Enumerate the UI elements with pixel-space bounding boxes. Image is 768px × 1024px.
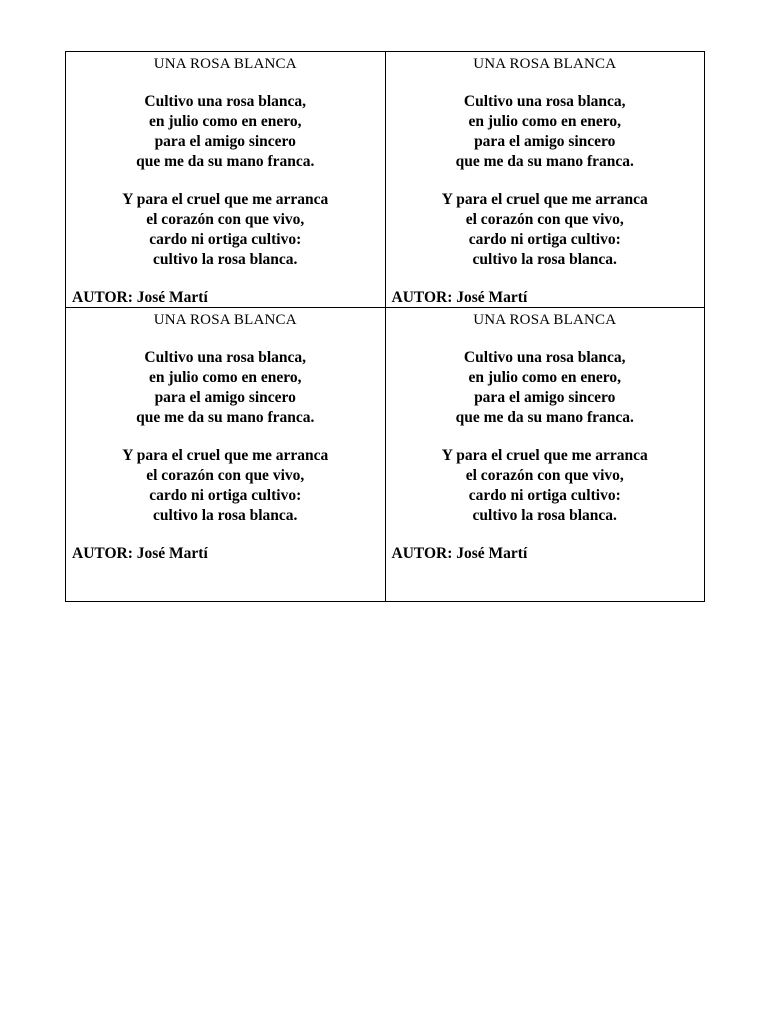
poem-card: [66, 52, 386, 308]
poem-author: AUTOR: José Martí: [391, 545, 528, 562]
poem-verse: el corazón con que vivo,: [465, 467, 624, 484]
poem-verse: cultivo la rosa blanca.: [153, 251, 298, 268]
poem-stanza-2: [386, 446, 705, 526]
poem-title: UNA ROSA BLANCA: [473, 312, 617, 328]
poem-card-grid: [65, 51, 705, 602]
poem-verse: el corazón con que vivo,: [146, 211, 305, 228]
poem-verse: en julio como en enero,: [468, 113, 622, 130]
poem-card: [386, 52, 706, 308]
poem-title: UNA ROSA BLANCA: [153, 312, 297, 328]
poem-stanza-2: [66, 446, 385, 526]
poem-card: [386, 308, 706, 602]
poem-verse: Cultivo una rosa blanca,: [144, 349, 307, 366]
poem-stanza-1: [386, 348, 705, 428]
poem-verse: Cultivo una rosa blanca,: [463, 93, 626, 110]
poem-verse: que me da su mano franca.: [455, 409, 634, 426]
poem-verse: que me da su mano franca.: [136, 153, 315, 170]
poem-stanza-1: [66, 348, 385, 428]
poem-stanza-2: [66, 190, 385, 270]
poem-verse: Cultivo una rosa blanca,: [144, 93, 307, 110]
poem-verse: Y para el cruel que me arranca: [122, 191, 329, 208]
poem-verse: que me da su mano franca.: [136, 409, 315, 426]
poem-title: UNA ROSA BLANCA: [473, 56, 617, 72]
poem-verse: para el amigo sincero: [474, 133, 616, 150]
poem-verse: cultivo la rosa blanca.: [472, 251, 617, 268]
poem-title: UNA ROSA BLANCA: [153, 56, 297, 72]
poem-verse: Cultivo una rosa blanca,: [463, 349, 626, 366]
poem-verse: en julio como en enero,: [148, 369, 302, 386]
poem-verse: cultivo la rosa blanca.: [472, 507, 617, 524]
poem-author: AUTOR: José Martí: [391, 289, 528, 306]
poem-verse: el corazón con que vivo,: [465, 211, 624, 228]
poem-verse: el corazón con que vivo,: [146, 467, 305, 484]
poem-verse: cardo ni ortiga cultivo:: [149, 231, 302, 248]
poem-verse: en julio como en enero,: [468, 369, 622, 386]
poem-stanza-1: [66, 92, 385, 172]
poem-verse: para el amigo sincero: [154, 389, 296, 406]
card-row: [66, 308, 705, 602]
poem-verse: cardo ni ortiga cultivo:: [149, 487, 302, 504]
poem-verse: cardo ni ortiga cultivo:: [468, 231, 621, 248]
poem-verse: Y para el cruel que me arranca: [441, 447, 648, 464]
poem-verse: para el amigo sincero: [474, 389, 616, 406]
poem-verse: que me da su mano franca.: [455, 153, 634, 170]
poem-stanza-2: [386, 190, 705, 270]
poem-verse: para el amigo sincero: [154, 133, 296, 150]
poem-card: [66, 308, 386, 602]
card-row: [66, 52, 705, 308]
poem-verse: cultivo la rosa blanca.: [153, 507, 298, 524]
poem-author: AUTOR: José Martí: [72, 545, 208, 562]
poem-author: AUTOR: José Martí: [72, 289, 208, 306]
poem-verse: Y para el cruel que me arranca: [441, 191, 648, 208]
poem-verse: en julio como en enero,: [148, 113, 302, 130]
poem-verse: cardo ni ortiga cultivo:: [468, 487, 621, 504]
poem-stanza-1: [386, 92, 705, 172]
poem-verse: Y para el cruel que me arranca: [122, 447, 329, 464]
